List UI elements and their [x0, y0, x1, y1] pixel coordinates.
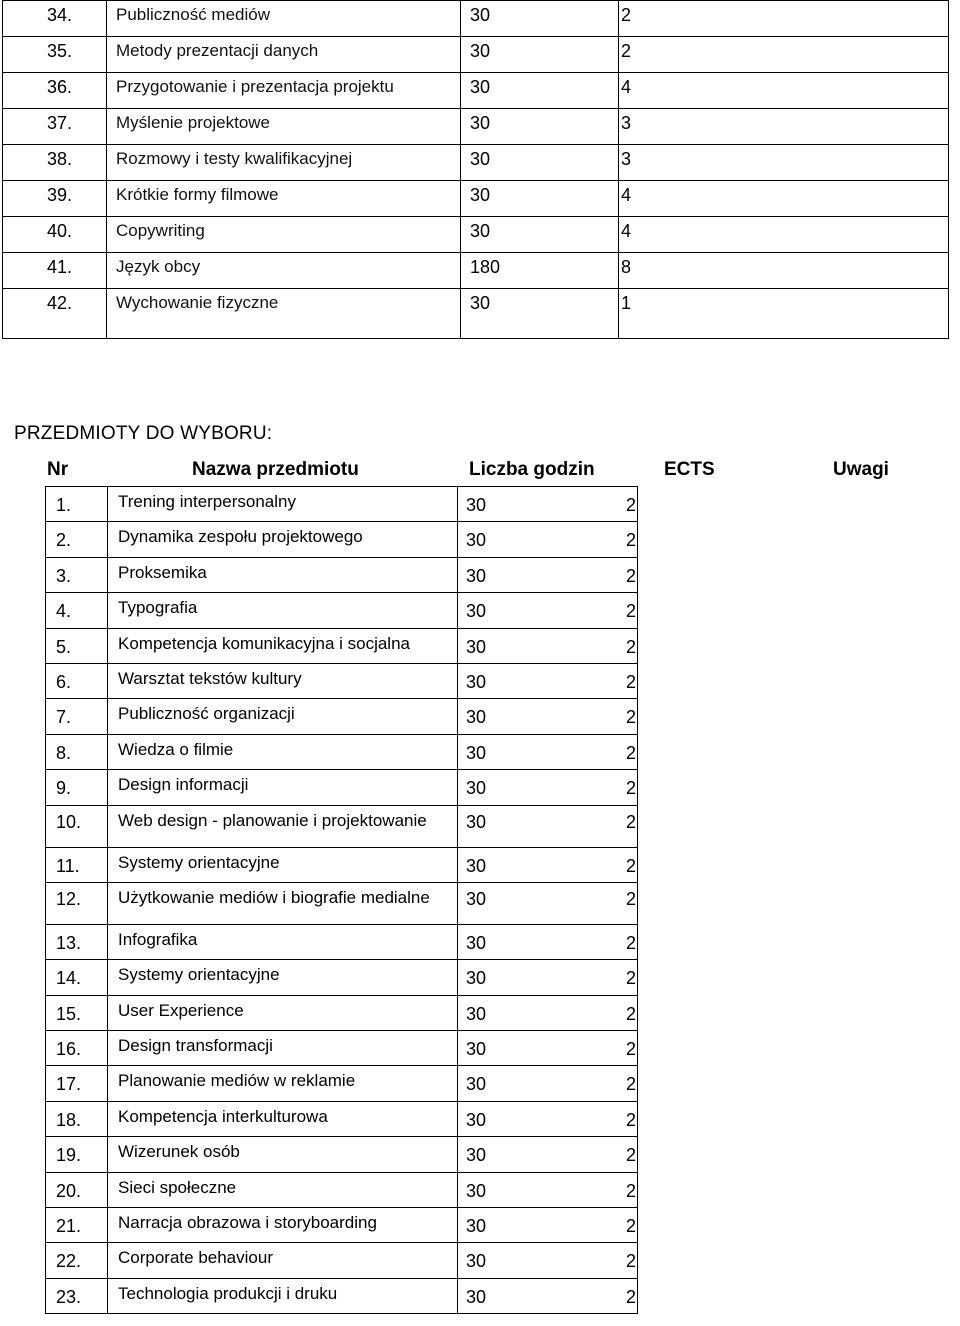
course-hours-ects-cell [458, 770, 638, 805]
row-number: 18. [46, 1101, 108, 1136]
course-hours: 30 [466, 601, 487, 622]
course-ects: 2 [626, 1109, 637, 1130]
course-hours: 30 [466, 1286, 487, 1307]
course-ects: 2 [626, 932, 637, 953]
course-hours: 30 [466, 636, 487, 657]
course-name: Myślenie projektowe [107, 109, 461, 145]
course-hours: 30 [461, 109, 619, 145]
table-row [3, 1, 949, 37]
table-row [46, 522, 638, 557]
course-hours-ects-cell [458, 1066, 638, 1101]
course-hours-ects-cell [458, 960, 638, 995]
course-ects: 2 [626, 888, 637, 909]
row-number: 6. [46, 663, 108, 698]
course-name: Planowanie mediów w reklamie [108, 1066, 458, 1101]
course-hours: 30 [466, 1216, 487, 1237]
row-number: 15. [46, 995, 108, 1030]
table-row [3, 37, 949, 73]
table-row [46, 847, 638, 882]
course-hours-ects-cell [458, 995, 638, 1030]
course-name: Design transformacji [108, 1031, 458, 1066]
table-row [3, 109, 949, 145]
table-row [46, 628, 638, 663]
header-nr: Nr [47, 459, 69, 480]
table-row [46, 663, 638, 698]
row-number: 22. [46, 1243, 108, 1278]
course-name: Narracja obrazowa i storyboarding [108, 1208, 458, 1243]
course-hours-ects-cell [458, 663, 638, 698]
course-hours: 30 [466, 1109, 487, 1130]
table-row [46, 487, 638, 522]
course-hours: 30 [466, 778, 487, 799]
course-hours: 30 [466, 1039, 487, 1060]
row-number: 40. [3, 217, 107, 253]
course-hours: 30 [466, 707, 487, 728]
course-name: Infografika [108, 924, 458, 959]
row-number: 21. [46, 1208, 108, 1243]
elective-table-body [46, 487, 638, 1314]
course-name: Przygotowanie i prezentacja projektu [107, 73, 461, 109]
course-name: Dynamika zespołu projektowego [108, 522, 458, 557]
course-ects: 2 [626, 1286, 637, 1307]
row-number: 17. [46, 1066, 108, 1101]
course-name: Kompetencja komunikacyjna i socjalna [108, 628, 458, 663]
table-row [46, 699, 638, 734]
course-ects: 2 [626, 855, 637, 876]
table-row [46, 924, 638, 959]
row-number: 41. [3, 253, 107, 289]
course-table-top [2, 0, 949, 339]
course-ects: 2 [626, 778, 637, 799]
course-table-top-body [3, 1, 949, 339]
row-number: 13. [46, 924, 108, 959]
course-name: Systemy orientacyjne [108, 847, 458, 882]
table-row [46, 1101, 638, 1136]
course-hours: 30 [461, 145, 619, 181]
table-row [46, 882, 638, 924]
course-hours-ects-cell [458, 522, 638, 557]
course-hours: 180 [461, 253, 619, 289]
course-name: Język obcy [107, 253, 461, 289]
row-number: 12. [46, 882, 108, 924]
course-name: Użytkowanie mediów i biografie medialne [108, 882, 458, 924]
course-name: Wizerunek osób [108, 1137, 458, 1172]
table-row [46, 1243, 638, 1278]
course-hours-ects-cell [458, 1208, 638, 1243]
course-name: Trening interpersonalny [108, 487, 458, 522]
table-row [3, 181, 949, 217]
section-title: PRZEDMIOTY DO WYBORU: [14, 423, 273, 444]
elective-table [45, 486, 638, 1314]
row-number: 19. [46, 1137, 108, 1172]
table-row [46, 593, 638, 628]
course-hours-ects-cell [458, 734, 638, 769]
course-ects: 2 [626, 1180, 637, 1201]
row-number: 34. [3, 1, 107, 37]
course-ects: 2 [626, 601, 637, 622]
table-row [3, 253, 949, 289]
row-number: 1. [46, 487, 108, 522]
course-ects: 2 [626, 742, 637, 763]
course-ects: 3 [619, 109, 949, 145]
course-ects: 2 [626, 1074, 637, 1095]
table-row [46, 805, 638, 847]
course-hours: 30 [461, 37, 619, 73]
course-hours-ects-cell [458, 924, 638, 959]
table-row [3, 289, 949, 339]
course-name: User Experience [108, 995, 458, 1030]
course-name: Web design - planowanie i projektowanie [108, 805, 458, 847]
row-number: 35. [3, 37, 107, 73]
header-course-name: Nazwa przedmiotu [192, 459, 359, 480]
table-row [46, 557, 638, 592]
row-number: 39. [3, 181, 107, 217]
row-number: 9. [46, 770, 108, 805]
course-name: Krótkie formy filmowe [107, 181, 461, 217]
row-number: 10. [46, 805, 108, 847]
course-ects: 2 [626, 495, 637, 515]
course-hours: 30 [466, 888, 487, 909]
course-hours-ects-cell [458, 805, 638, 847]
course-hours: 30 [466, 932, 487, 953]
course-ects: 2 [626, 671, 637, 692]
course-hours: 30 [466, 495, 487, 515]
course-ects: 2 [626, 1039, 637, 1060]
course-ects: 2 [626, 1145, 637, 1166]
table-row [3, 145, 949, 181]
course-hours-ects-cell [458, 1101, 638, 1136]
course-hours-ects-cell [458, 1243, 638, 1278]
course-name: Typografia [108, 593, 458, 628]
row-number: 37. [3, 109, 107, 145]
course-hours: 30 [466, 1074, 487, 1095]
course-hours-ects-cell [458, 1278, 638, 1313]
course-ects: 3 [619, 145, 949, 181]
header-notes: Uwagi [833, 459, 889, 480]
course-hours: 30 [466, 1145, 487, 1166]
course-name: Corporate behaviour [108, 1243, 458, 1278]
course-hours-ects-cell [458, 1031, 638, 1066]
course-ects: 2 [626, 530, 637, 551]
course-ects: 2 [626, 968, 637, 989]
course-name: Technologia produkcji i druku [108, 1278, 458, 1313]
table-row [46, 960, 638, 995]
row-number: 2. [46, 522, 108, 557]
course-hours-ects-cell [458, 1172, 638, 1207]
table-row [46, 1172, 638, 1207]
header-hours: Liczba godzin [469, 459, 595, 480]
table-row [3, 73, 949, 109]
row-number: 7. [46, 699, 108, 734]
course-name: Publiczność mediów [107, 1, 461, 37]
course-name: Publiczność organizacji [108, 699, 458, 734]
course-hours: 30 [461, 181, 619, 217]
row-number: 5. [46, 628, 108, 663]
row-number: 11. [46, 847, 108, 882]
table-row [46, 1031, 638, 1066]
course-hours-ects-cell [458, 699, 638, 734]
course-ects: 4 [619, 73, 949, 109]
table-row [3, 217, 949, 253]
course-hours: 30 [466, 811, 487, 832]
course-name: Design informacji [108, 770, 458, 805]
table-row [46, 995, 638, 1030]
course-name: Proksemika [108, 557, 458, 592]
table-row [46, 1278, 638, 1313]
row-number: 4. [46, 593, 108, 628]
course-ects: 1 [619, 289, 949, 339]
course-ects: 2 [626, 1216, 637, 1237]
header-ects: ECTS [664, 459, 715, 480]
course-hours: 30 [461, 289, 619, 339]
course-hours: 30 [466, 1180, 487, 1201]
course-ects: 2 [626, 811, 637, 832]
course-ects: 2 [626, 1251, 637, 1272]
course-hours-ects-cell [458, 628, 638, 663]
course-hours: 30 [461, 73, 619, 109]
course-hours: 30 [466, 968, 487, 989]
row-number: 23. [46, 1278, 108, 1313]
course-hours-ects-cell [458, 557, 638, 592]
row-number: 36. [3, 73, 107, 109]
course-hours: 30 [466, 565, 487, 586]
course-name: Kompetencja interkulturowa [108, 1101, 458, 1136]
course-ects: 2 [626, 565, 637, 586]
row-number: 3. [46, 557, 108, 592]
row-number: 8. [46, 734, 108, 769]
course-name: Warsztat tekstów kultury [108, 663, 458, 698]
course-hours-ects-cell [458, 593, 638, 628]
course-name: Wiedza o filmie [108, 734, 458, 769]
course-name: Metody prezentacji danych [107, 37, 461, 73]
course-hours: 30 [466, 530, 487, 551]
table-row [46, 1066, 638, 1101]
table-row [46, 734, 638, 769]
course-hours: 30 [466, 855, 487, 876]
course-ects: 2 [619, 37, 949, 73]
row-number: 14. [46, 960, 108, 995]
course-hours: 30 [466, 742, 487, 763]
table-row [46, 770, 638, 805]
course-hours: 30 [461, 217, 619, 253]
course-hours-ects-cell [458, 882, 638, 924]
course-hours-ects-cell [458, 487, 638, 522]
row-number: 16. [46, 1031, 108, 1066]
row-number: 42. [3, 289, 107, 339]
course-name: Systemy orientacyjne [108, 960, 458, 995]
course-ects: 2 [619, 1, 949, 37]
course-hours: 30 [466, 1003, 487, 1024]
row-number: 20. [46, 1172, 108, 1207]
table-header-row [0, 455, 960, 485]
course-ects: 2 [626, 636, 637, 657]
course-ects: 2 [626, 1003, 637, 1024]
row-number: 38. [3, 145, 107, 181]
table-row [46, 1137, 638, 1172]
course-name: Wychowanie fizyczne [107, 289, 461, 339]
course-hours: 30 [466, 671, 487, 692]
course-ects: 2 [626, 707, 637, 728]
course-name: Sieci społeczne [108, 1172, 458, 1207]
course-hours-ects-cell [458, 847, 638, 882]
course-hours-ects-cell [458, 1137, 638, 1172]
course-name: Rozmowy i testy kwalifikacyjnej [107, 145, 461, 181]
course-name: Copywriting [107, 217, 461, 253]
course-ects: 8 [619, 253, 949, 289]
course-ects: 4 [619, 181, 949, 217]
course-hours: 30 [466, 1251, 487, 1272]
table-row [46, 1208, 638, 1243]
course-hours: 30 [461, 1, 619, 37]
course-ects: 4 [619, 217, 949, 253]
